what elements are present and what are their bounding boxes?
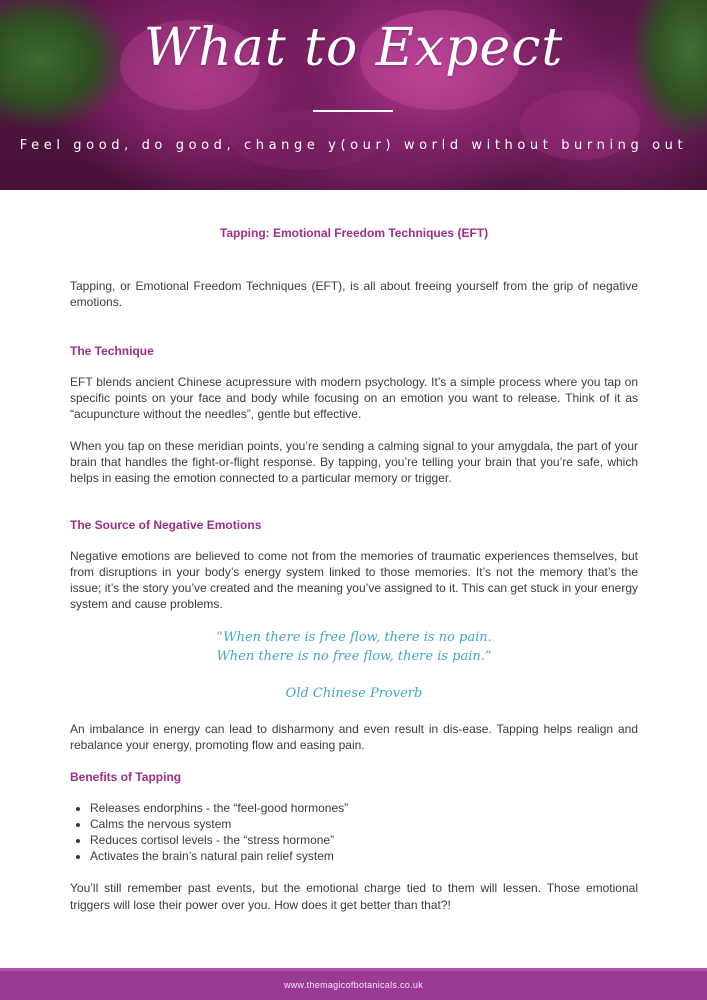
closing-paragraph: You’ll still remember past events, but the emotional charge tied to them will lessen. Those emotional triggers will lose their power over you. How does it get better than that?! xyxy=(70,881,638,912)
header-divider xyxy=(313,110,393,112)
source-paragraph: Negative emotions are believed to come not from the memories of traumatic experiences themselves, but from disruptions in your body’s energy system linked to those memories. It’s not the memory that’s the issue; it’s the story you’ve created and the meaning you’ve assigned to it. This can get stuck in your energy system and cause problems. xyxy=(70,549,638,611)
proverb-quote xyxy=(70,628,638,703)
header-subtitle: Feel good, do good, change y(our) world without burning out xyxy=(19,138,688,153)
header-title: What to Expect xyxy=(143,18,564,78)
quote-line-2: When there is no free flow, there is pain.” xyxy=(216,649,492,664)
intro-paragraph: Tapping, or Emotional Freedom Techniques (EFT), is all about freeing yourself from the grip of negative emotions. xyxy=(70,279,638,309)
technique-heading: The Technique xyxy=(70,344,154,358)
list-item: • Releases endorphins - the “feel-good hormones” xyxy=(90,800,638,816)
document-title: Tapping: Emotional Freedom Techniques (EFT) xyxy=(219,226,489,240)
document-body xyxy=(70,226,638,914)
technique-paragraph-1: EFT blends ancient Chinese acupressure with modern psychology. It’s a simple process where you tap on specific points on your face and body while focusing on an emotion you want to release. Think of it as “acupuncture without the needles”, gentle but effective. xyxy=(70,375,638,421)
header-banner xyxy=(0,0,707,190)
source-heading: The Source of Negative Emotions xyxy=(70,518,262,532)
benefits-list xyxy=(70,800,638,864)
footer-website-link[interactable]: www.themagicofbotanicals.co.uk xyxy=(283,980,424,990)
technique-paragraph-2: When you tap on these meridian points, you’re sending a calming signal to your amygdala, the part of your brain that handles the fight-or-flight response. By tapping, you’re telling your brain that you’re safe, which helps in easing the emotion connected to a particular memory or trigger. xyxy=(70,439,638,485)
quote-line-1: “When there is free flow, there is no pain. xyxy=(216,630,492,645)
imbalance-paragraph: An imbalance in energy can lead to disharmony and even result in dis-ease. Tapping helps realign and rebalance your energy, promoting flow and easing pain. xyxy=(70,722,638,752)
quote-attribution: Old Chinese Proverb xyxy=(285,686,423,701)
benefits-heading: Benefits of Tapping xyxy=(70,770,182,784)
list-item: • Calms the nervous system xyxy=(90,816,638,832)
footer-bar xyxy=(0,968,707,1000)
list-item: • Activates the brain’s natural pain relief system xyxy=(90,848,638,864)
list-item: • Reduces cortisol levels - the “stress hormone” xyxy=(90,832,638,848)
